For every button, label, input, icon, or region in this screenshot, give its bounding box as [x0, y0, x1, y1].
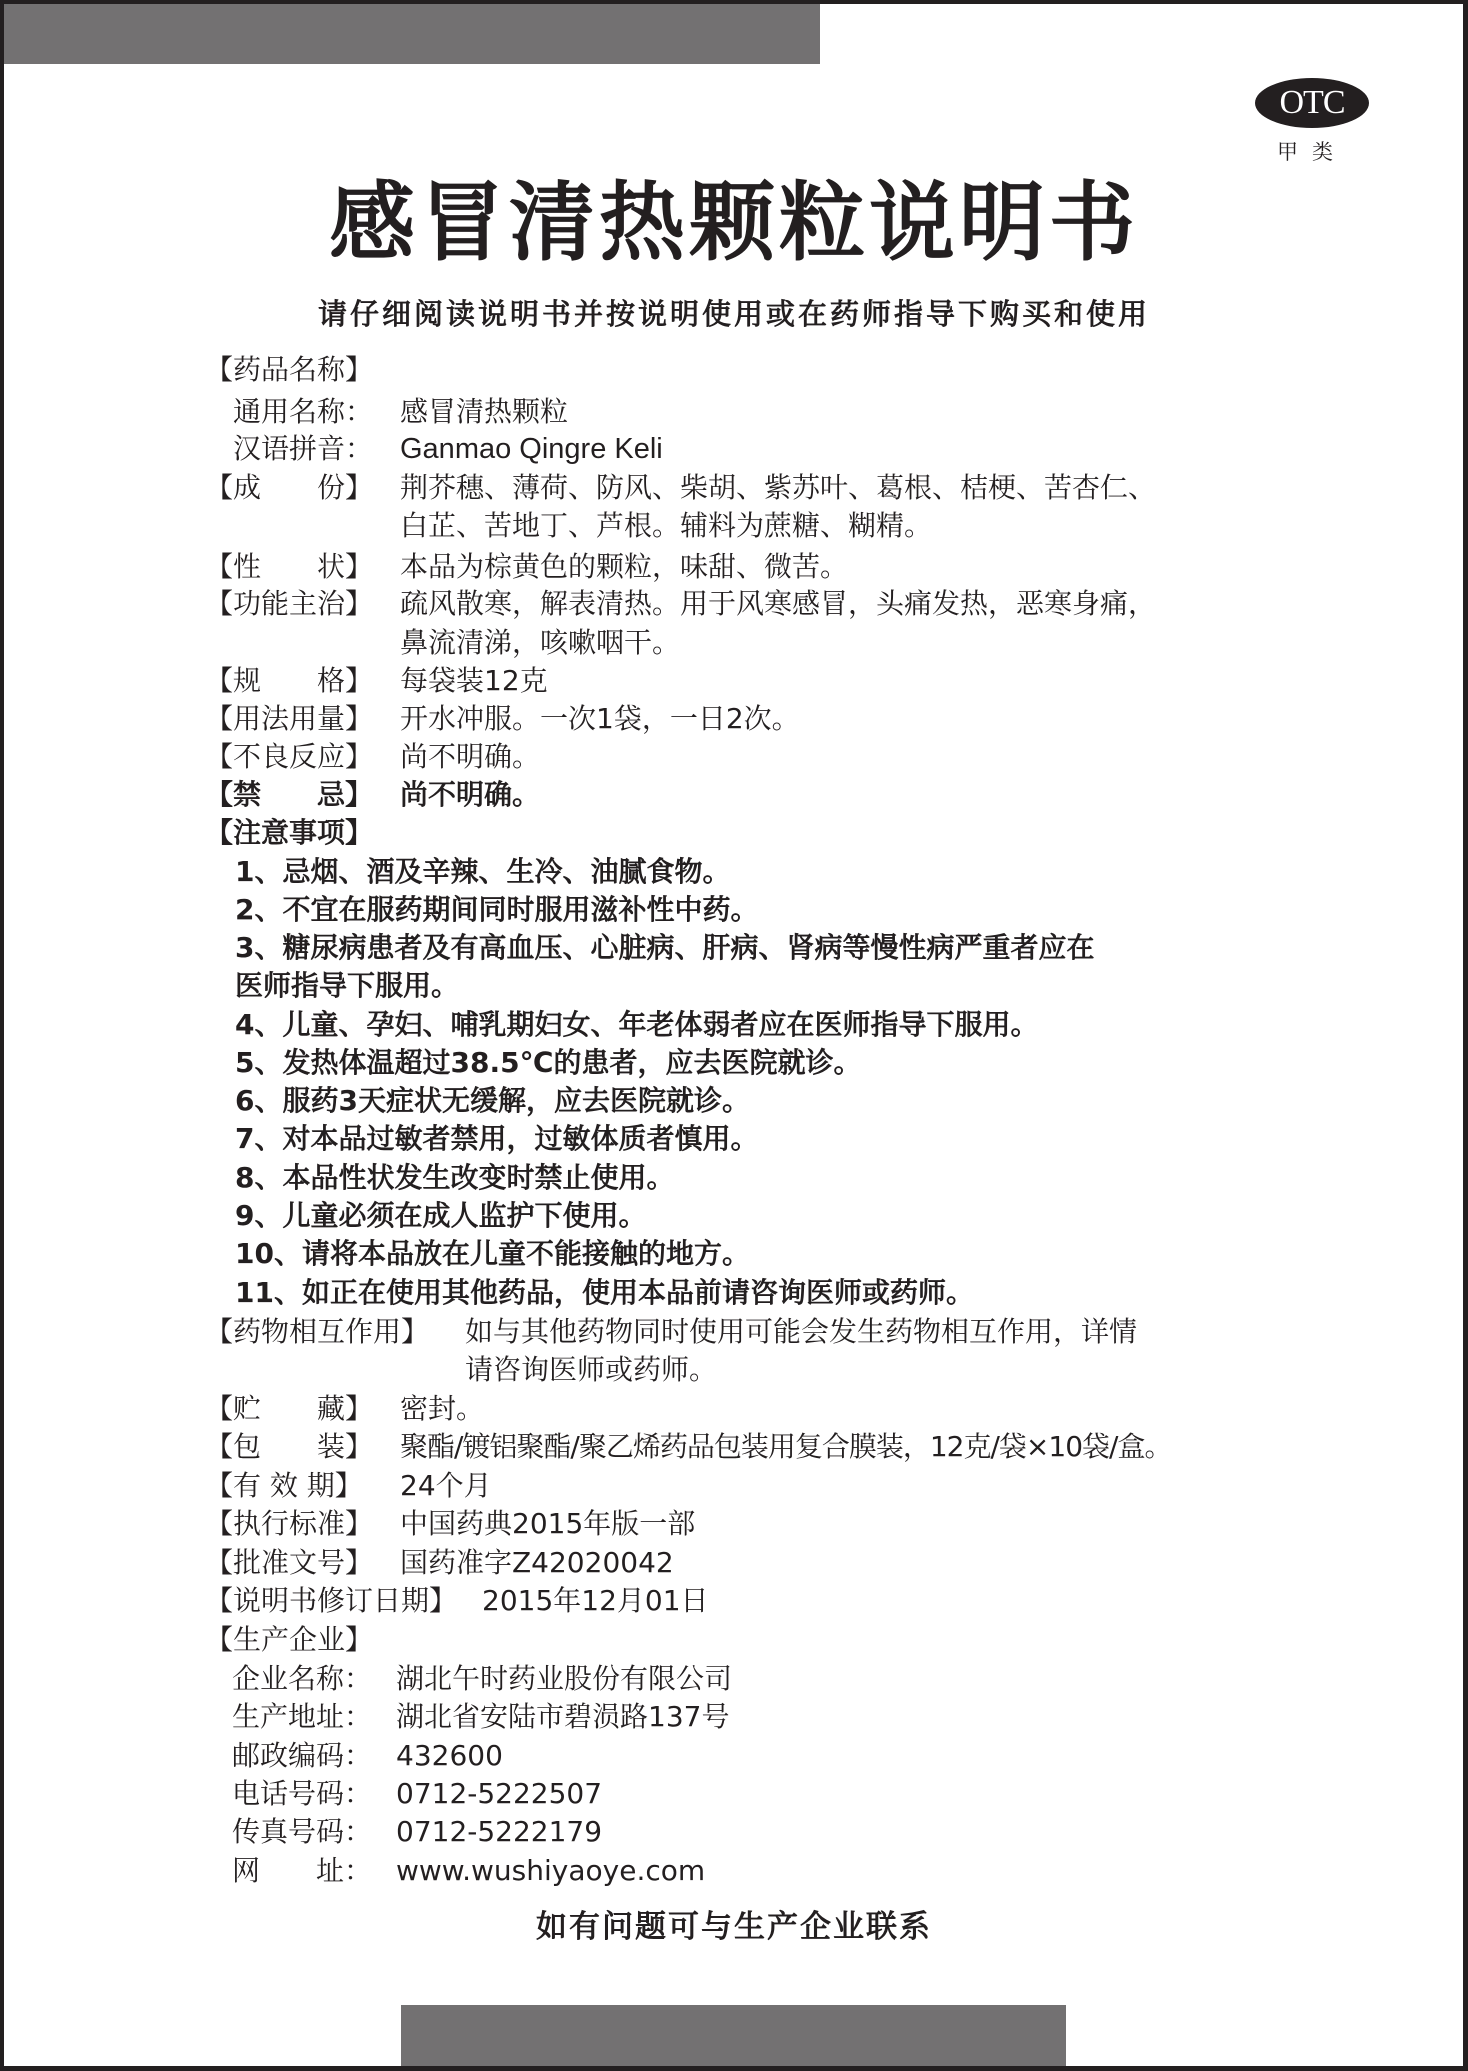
fax-label: 传真号码：	[232, 1815, 373, 1848]
precaution-item: 2、不宜在服药期间同时服用滋补性中药。	[235, 893, 759, 926]
manufacturer-name-label: 企业名称：	[232, 1662, 373, 1695]
interactions-line-1: 如与其他药物同时使用可能会发生药物相互作用，详情	[465, 1315, 1138, 1348]
section-label: 【注意事项】	[205, 816, 374, 849]
section-label: 【功能主治】	[205, 587, 374, 620]
generic-name-label: 通用名称：	[233, 395, 374, 428]
revision-date-value: 2015年12月01日	[482, 1584, 709, 1617]
interactions-line-2: 请咨询医师或药师。	[465, 1353, 718, 1386]
indications-line-1: 疏风散寒，解表清热。用于风寒感冒，头痛发热，恶寒身痛，	[400, 587, 1157, 620]
top-gray-band	[4, 4, 820, 64]
manufacturer-name-value: 湖北午时药业股份有限公司	[396, 1662, 733, 1695]
precaution-item: 11、如正在使用其他药品，使用本品前请咨询医师或药师。	[235, 1276, 974, 1309]
phone-label: 电话号码：	[232, 1777, 373, 1810]
website-link[interactable]: www.wushiyaoye.com	[396, 1854, 706, 1887]
appearance-value: 本品为棕黄色的颗粒，味甜、微苦。	[400, 550, 849, 583]
bottom-gray-band	[401, 2005, 1066, 2066]
document-subtitle: 请仔细阅读说明书并按说明使用或在药师指导下购买和使用	[317, 297, 1150, 331]
manufacturer-address-value: 湖北省安陆市碧涢路137号	[396, 1700, 730, 1733]
specification-value: 每袋装12克	[400, 664, 548, 697]
storage-value: 密封。	[400, 1392, 485, 1425]
section-label: 【有 效 期】	[205, 1469, 363, 1502]
precaution-item: 8、本品性状发生改变时禁止使用。	[235, 1161, 675, 1194]
generic-name-row	[233, 393, 373, 431]
otc-badge-icon: OTC	[1255, 78, 1369, 128]
postal-code-value: 432600	[396, 1739, 503, 1772]
validity-value: 24个月	[400, 1469, 492, 1502]
section-label: 【药品名称】	[205, 353, 374, 386]
generic-name-value: 感冒清热颗粒	[400, 395, 569, 428]
fax-value: 0712-5222179	[396, 1815, 603, 1848]
precaution-item: 10、请将本品放在儿童不能接触的地方。	[235, 1237, 750, 1270]
section-label: 【成 份】	[205, 471, 374, 504]
section-label: 【生产企业】	[205, 1623, 374, 1656]
contact-footer-note: 如有问题可与生产企业联系	[536, 1909, 932, 1945]
document-title: 感冒清热颗粒说明书	[329, 173, 1139, 273]
section-label: 【规 格】	[205, 664, 374, 697]
section-label: 【不良反应】	[205, 740, 374, 773]
adverse-reactions-value: 尚不明确。	[400, 740, 541, 773]
section-label: 【执行标准】	[205, 1507, 374, 1540]
section-label: 【说明书修订日期】	[205, 1584, 458, 1617]
section-label: 【禁 忌】	[205, 778, 374, 811]
pinyin-row	[233, 430, 373, 468]
package-value: 聚酯/镀铝聚酯/聚乙烯药品包装用复合膜装，12克/袋×10袋/盒。	[400, 1430, 1172, 1463]
approval-value: 国药准字Z42020042	[400, 1546, 674, 1579]
precaution-item: 1、忌烟、酒及辛辣、生冷、油腻食物。	[235, 855, 731, 888]
section-label: 【贮 藏】	[205, 1392, 374, 1425]
section-label: 【批准文号】	[205, 1546, 374, 1579]
contraindications-value: 尚不明确。	[400, 778, 541, 811]
section-label: 【包 装】	[205, 1430, 374, 1463]
precaution-item: 6、服药3天症状无缓解，应去医院就诊。	[235, 1084, 750, 1117]
ingredients-line-1: 荆芥穗、薄荷、防风、柴胡、紫苏叶、葛根、桔梗、苦杏仁、	[400, 471, 1157, 504]
standard-value: 中国药典2015年版一部	[400, 1507, 696, 1540]
website-label: 网 址：	[232, 1854, 373, 1887]
precaution-item: 9、儿童必须在成人监护下使用。	[235, 1199, 647, 1232]
precaution-item: 7、对本品过敏者禁用，过敏体质者慎用。	[235, 1122, 759, 1155]
section-label: 【用法用量】	[205, 702, 374, 735]
dosage-value: 开水冲服。一次1袋，一日2次。	[400, 702, 800, 735]
precaution-item-continuation: 医师指导下服用。	[235, 969, 460, 1002]
postal-code-label: 邮政编码：	[232, 1739, 373, 1772]
otc-class-label: 甲类	[1277, 140, 1347, 164]
phone-value: 0712-5222507	[396, 1777, 603, 1810]
precaution-item: 3、糖尿病患者及有高血压、心脏病、肝病、肾病等慢性病严重者应在	[235, 931, 1095, 964]
pinyin-value: Ganmao Qingre Keli	[400, 433, 663, 465]
indications-line-2: 鼻流清涕，咳嗽咽干。	[400, 626, 681, 659]
section-label: 【性 状】	[205, 550, 374, 583]
manufacturer-address-label: 生产地址：	[232, 1700, 373, 1733]
section-label: 【药物相互作用】	[205, 1315, 430, 1348]
precaution-item: 5、发热体温超过38.5℃的患者，应去医院就诊。	[235, 1046, 862, 1079]
ingredients-line-2: 白芷、苦地丁、芦根。辅料为蔗糖、糊精。	[400, 509, 933, 542]
precaution-item: 4、儿童、孕妇、哺乳期妇女、年老体弱者应在医师指导下服用。	[235, 1008, 1039, 1041]
pinyin-label: 汉语拼音：	[233, 432, 374, 465]
